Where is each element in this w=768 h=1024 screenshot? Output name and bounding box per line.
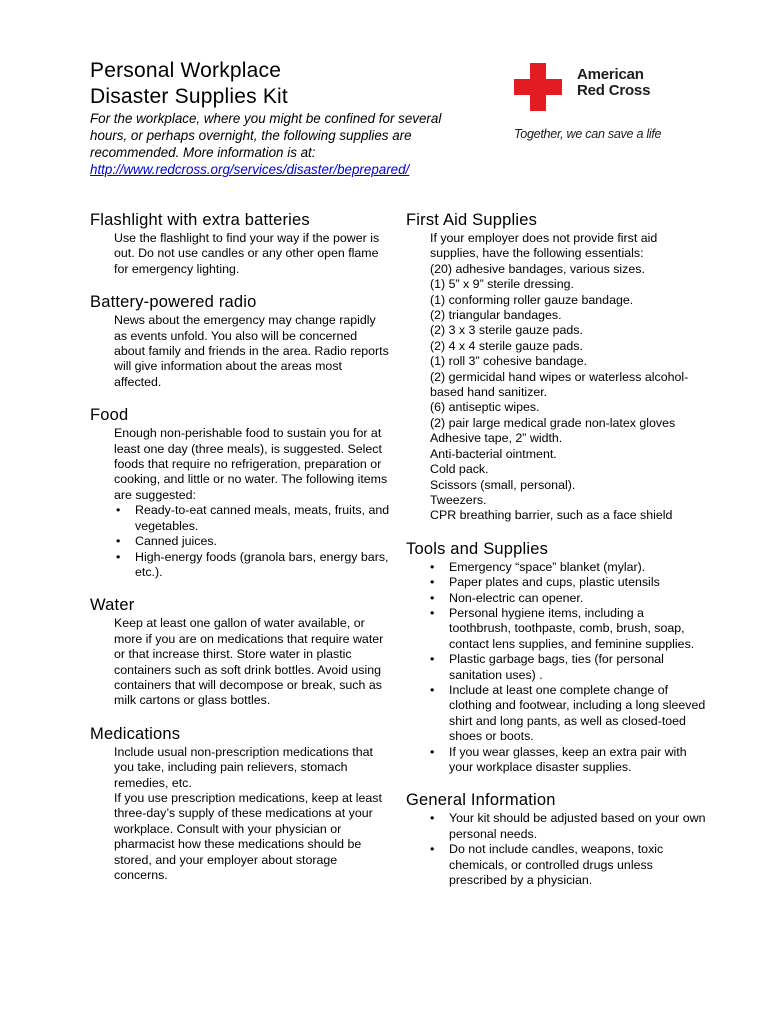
list-item: (2) triangular bandages. bbox=[430, 308, 562, 323]
left-column bbox=[90, 210, 390, 898]
list-item: (2) 4 x 4 sterile gauze pads. bbox=[430, 338, 583, 353]
intro-text bbox=[90, 110, 470, 178]
red-cross-logo bbox=[514, 63, 674, 145]
section-heading: Water bbox=[90, 596, 135, 615]
list-item: Cold pack. bbox=[430, 462, 489, 477]
section-text: Keep at least one gallon of water available, or more if you are on medications that require water or that increase thirst. Store water in plastic containers such as soft drink bottles. Avoid using containers that will decompose or break, such as milk cartons or glass bottles. bbox=[114, 616, 384, 708]
intro-paragraph: For the workplace, where you might be confined for several hours, or perhaps overnight, the following supplies are recommended. More information is at: bbox=[90, 111, 442, 160]
section-text: News about the emergency may change rapidly as events unfold. You also will be concerned about family and friends in the area. Radio reports will give information about the areas most affected. bbox=[114, 313, 389, 389]
list-item: • Your kit should be adjusted based on your own personal needs. bbox=[428, 811, 706, 842]
list-item: • Plastic garbage bags, ties (for personal sanitation uses) . bbox=[428, 652, 706, 683]
list-item: • If you wear glasses, keep an extra pair with your workplace disaster supplies. bbox=[428, 745, 706, 776]
list-item: • Include at least one complete change of clothing and footwear, including a long sleeved shirt and long pants, as well as closed-toed shoes or boots. bbox=[428, 683, 706, 745]
section-general bbox=[406, 790, 706, 888]
logo-name-line-1: American bbox=[577, 66, 644, 83]
section-text: Include usual non-prescription medications that you take, including pain relievers, stomach remedies, etc. bbox=[114, 744, 373, 790]
section-text: Use the flashlight to find your way if the power is out. Do not use candles or any other open flame for emergency lighting. bbox=[114, 231, 380, 276]
section-heading: Battery-powered radio bbox=[90, 293, 257, 312]
list-item: Tweezers. bbox=[430, 492, 487, 507]
section-radio bbox=[90, 292, 390, 390]
section-text: Enough non-perishable food to sustain you for at least one day (three meals), is suggested. Select foods that require no refrigeration, preparation or cooking, and little or no water. The following items are suggested: bbox=[114, 426, 388, 502]
list-item: Adhesive tape, 2” width. bbox=[430, 431, 563, 446]
list-item: • Personal hygiene items, including a toothbrush, toothpaste, comb, brush, soap, contact lens supplies, and feminine supplies. bbox=[428, 606, 706, 652]
info-link[interactable]: http://www.redcross.org/services/disaster/beprepared/ bbox=[90, 162, 410, 177]
list-item: Anti-bacterial ointment. bbox=[430, 446, 557, 461]
page-title bbox=[90, 58, 470, 110]
list-item: (6) antiseptic wipes. bbox=[430, 400, 540, 415]
list-item: • High-energy foods (granola bars, energy bars, etc.). bbox=[114, 550, 390, 581]
section-heading: Tools and Supplies bbox=[406, 539, 549, 558]
first-aid-list bbox=[406, 231, 706, 524]
list-item: (1) 5” x 9” sterile dressing. bbox=[430, 277, 574, 292]
list-item: (1) roll 3” cohesive bandage. bbox=[430, 354, 588, 369]
section-heading: First Aid Supplies bbox=[406, 211, 538, 229]
section-heading: Food bbox=[90, 406, 129, 425]
section-heading: Medications bbox=[90, 724, 181, 743]
list-item: • Paper plates and cups, plastic utensils bbox=[428, 575, 706, 590]
logo-tagline: Together, we can save a life bbox=[514, 127, 662, 141]
list-item: • Emergency “space” blanket (mylar). bbox=[428, 560, 706, 575]
list-item: • Ready-to-eat canned meals, meats, fruits, and vegetables. bbox=[114, 503, 390, 534]
first-aid-lead: If your employer does not provide first aid supplies, have the following essentials: bbox=[430, 231, 658, 261]
section-flashlight bbox=[90, 210, 390, 277]
list-item: • Canned juices. bbox=[114, 534, 390, 549]
general-list bbox=[428, 811, 706, 888]
red-cross-icon bbox=[514, 63, 562, 111]
list-item: (2) pair large medical grade non-latex gloves bbox=[430, 415, 676, 430]
list-item: (1) conforming roller gauze bandage. bbox=[430, 292, 634, 307]
section-food bbox=[90, 405, 390, 580]
list-item: CPR breathing barrier, such as a face shield bbox=[430, 508, 673, 523]
header bbox=[90, 58, 470, 178]
right-column bbox=[406, 210, 706, 903]
section-medications bbox=[90, 724, 390, 884]
section-first-aid bbox=[406, 210, 706, 524]
section-heading: General Information bbox=[406, 791, 556, 810]
title-line-1: Personal Workplace bbox=[90, 59, 282, 82]
list-item: • Non-electric can opener. bbox=[428, 591, 706, 606]
logo-wordmark bbox=[577, 67, 650, 99]
tools-list bbox=[428, 560, 706, 776]
section-tools bbox=[406, 539, 706, 776]
section-water bbox=[90, 595, 390, 708]
section-heading: Flashlight with extra batteries bbox=[90, 211, 310, 229]
section-text: If you use prescription medications, keep at least three-day’s supply of these medications at your workplace. Consult with your physician or pharmacist how these medications should be stored, and your employer about storage concerns. bbox=[114, 790, 382, 882]
list-item: • Do not include candles, weapons, toxic chemicals, or controlled drugs unless prescribed by a physician. bbox=[428, 842, 706, 888]
logo-name-line-2: Red Cross bbox=[577, 82, 651, 99]
food-list bbox=[114, 503, 390, 580]
title-line-2: Disaster Supplies Kit bbox=[90, 85, 288, 108]
list-item: (20) adhesive bandages, various sizes. bbox=[430, 261, 645, 276]
list-item: (2) germicidal hand wipes or waterless alcohol-based hand sanitizer. bbox=[430, 369, 689, 400]
list-item: (2) 3 x 3 sterile gauze pads. bbox=[430, 323, 583, 338]
list-item: Scissors (small, personal). bbox=[430, 477, 576, 492]
